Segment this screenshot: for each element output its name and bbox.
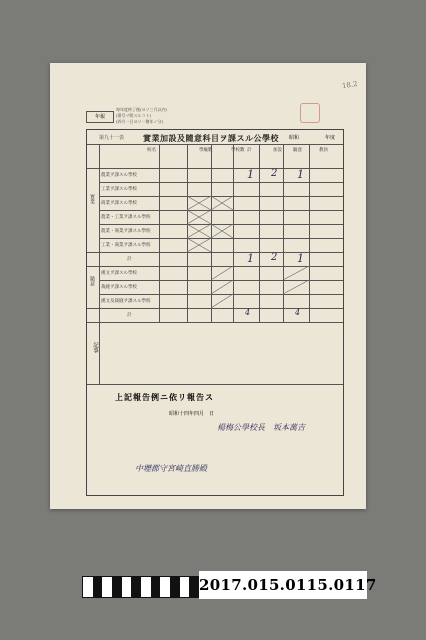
- signature-line: 楊梅公學校長 坂本萬吉: [217, 423, 305, 432]
- table-row-label: 計: [127, 257, 132, 262]
- hw-value: 4: [295, 308, 301, 317]
- column-header: 加設: [273, 148, 282, 153]
- hw-value: 2: [271, 252, 278, 263]
- red-seal-stamp: [300, 103, 320, 123]
- table-row-label: 工業・商業ヲ課スル學校: [101, 243, 151, 248]
- group-label: 實業: [89, 194, 95, 204]
- date-line: 昭和十四年四月 日: [169, 411, 215, 417]
- form-frame: [86, 129, 344, 496]
- hw-value: 1: [247, 252, 254, 265]
- column-header: 隨意: [293, 148, 302, 153]
- hw-value: 1: [247, 168, 254, 181]
- year-tag: 年報: [86, 111, 114, 123]
- form-title: 實業加設及隨意科目ヲ課スル公學校: [143, 133, 279, 143]
- table-row-label: 漢文ヲ課スル學校: [101, 271, 137, 276]
- table-row-label: 計: [127, 313, 132, 318]
- hw-value: 4: [245, 308, 251, 317]
- column-header: 校名: [147, 148, 156, 153]
- hw-value: 1: [297, 252, 304, 265]
- data-table: [87, 144, 343, 322]
- column-header: 教員: [319, 148, 328, 153]
- addressee-line: 中壢郡守宮崎直勝殿: [135, 464, 207, 473]
- diagonal-strikes: [211, 266, 309, 308]
- crossed-cells: [187, 196, 233, 252]
- header-note: 毎年度終了後(ヨリ三月以内): [116, 107, 168, 112]
- table-row-label: 農業ヲ課スル學校: [101, 173, 137, 178]
- table-row-label: 商業ヲ課スル學校: [101, 201, 137, 206]
- table-row-label: 工業ヲ課スル學校: [101, 187, 137, 192]
- group-label: 隨意: [89, 276, 95, 286]
- document-paper: [50, 63, 366, 509]
- table-row-label: 農業・工業ヲ課スル學校: [101, 215, 151, 220]
- catalog-number-label: 2017.015.0115.0117: [199, 571, 367, 599]
- column-header: 計: [247, 148, 252, 153]
- table-row-label: 漢文及裁縫ヲ課スル學校: [101, 299, 151, 304]
- form-number: 第九十一表: [99, 135, 125, 141]
- corner-note: 18.2: [341, 79, 359, 91]
- column-header: 學校數: [231, 148, 245, 153]
- report-line: 上記報告例ニ依リ報告ス: [115, 392, 214, 402]
- color-calibration-bar: [82, 576, 200, 598]
- hw-value: 2: [271, 168, 278, 179]
- year-label: 年度: [324, 135, 335, 141]
- hw-value: 1: [297, 168, 304, 181]
- header-note: (四月一日ヨリ一箇年ノ分): [116, 119, 164, 124]
- table-row-label: 農業・商業ヲ課スル學校: [101, 229, 151, 234]
- era-label: 昭和: [288, 135, 299, 141]
- column-header: 學級數: [199, 148, 213, 153]
- header-note: (番号ヲ附スルコト): [116, 113, 152, 118]
- header-notes: [116, 107, 167, 125]
- remarks-label: 記事: [92, 342, 98, 353]
- table-row-label: 裁縫ヲ課スル學校: [101, 285, 137, 290]
